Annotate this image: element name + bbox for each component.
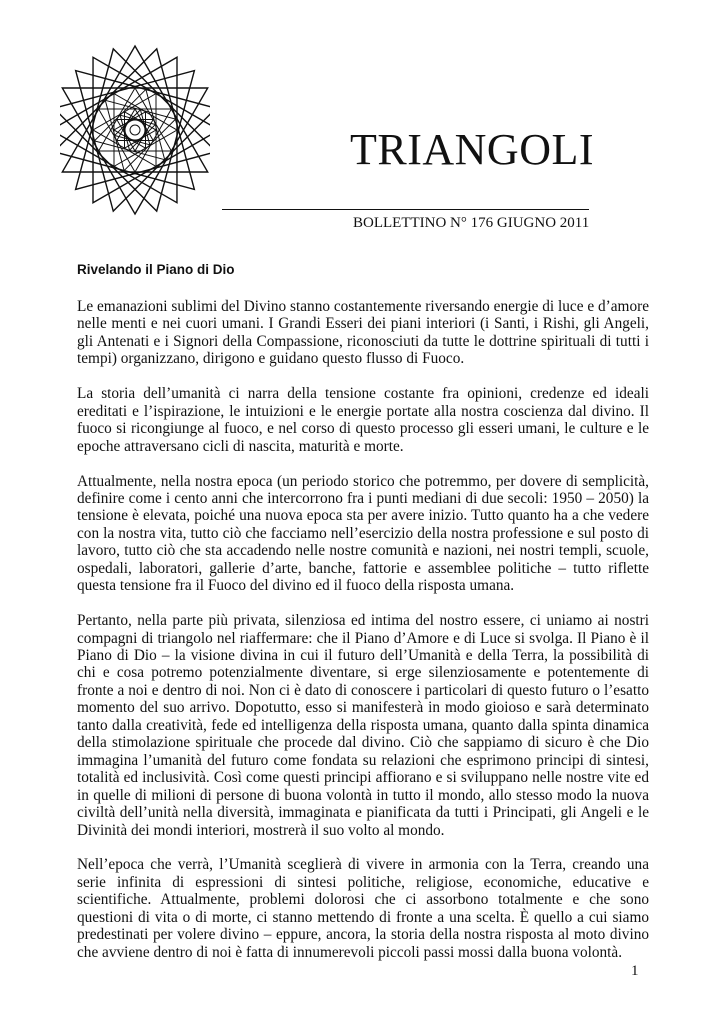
article-paragraph: La storia dell’umanità ci narra della tensione costante fra opinioni, credenze ed ideali ereditati e l’ispirazione, le intuizioni e le energie portate alla nostra coscienza dal divino. Il fuoco si ricongiunge al fuoco, e nel corso di questo processo gli esseri umani, le culture e le epoche attraversano cicli di nascita, maturità e morte.: [77, 385, 649, 455]
page-number: 1: [631, 963, 639, 979]
star-triangles-logo: [60, 44, 210, 216]
article-paragraph: Pertanto, nella parte più privata, silenziosa ed intima del nostro essere, ci uniamo ai nostri compagni di triangolo nel riaffermare: che il Piano d’Amore e di Luce si svolga. Il Piano è il Piano di Dio – la visione divina in cui il futuro dell’Umanità e della Terra, la possibilità di chi e cosa potremo potenzialmente diventare, si erge silenziosamente e potentemente di fronte a noi e dentro di noi. Non ci è dato di conoscere i particolari di questo futuro o l’esatto momento del suo arrivo. Dopotutto, esso si manifesterà in modo gioioso e sarà determinato tanto dalla creatività, fede ed intelligenza della risposta umana, quanto dalla spinta dinamica della stimolazione spirituale che procede dal divino. Ciò che sappiamo di sicuro è che Dio immagina l’umanità del futuro come fondata su relazioni che esprimono principi di sintesi, totalità ed inclusività. Così come questi principi affiorano e si sviluppano nelle nostre vite ed in quelle di milioni di persone di buona volontà in tutto il mondo, allo stesso modo la nuova civiltà dell’unità nella diversità, immaginata e pianificata da tutti i Principati, gli Angeli e le Divinità dei mondi interiori, mostrerà il suo volto al mondo.: [77, 612, 649, 839]
article-paragraph: Le emanazioni sublimi del Divino stanno costantemente riversando energie di luce e d’amore nelle menti e nei cuori umani. I Grandi Esseri dei piani interiori (i Santi, i Rishi, gli Angeli, gli Antenati e i Signori della Compassione, riconosciuti da tutte le dottrine spirituali di tutti i tempi) organizzano, dirigono e guidano questo flusso di Fuoco.: [77, 298, 649, 368]
title-divider: [222, 209, 589, 210]
article-paragraph: Nell’epoca che verrà, l’Umanità sceglierà di vivere in armonia con la Terra, creando una serie infinita di espressioni di sintesi politiche, religiose, economiche, educative e scientifiche. Attualmente, problemi dolorosi che ci assorbono totalmente e che sono questioni di vita o di morte, ci stanno mettendo di fronte a una scelta. È quello a cui siamo predestinati per volere divino – eppure, ancora, la storia della nostra risposta al moto divino che avviene dentro di noi è fatta di innumerevoli piccoli passi mossi dalla buona volontà.: [77, 856, 649, 961]
article-heading: Rivelando il Piano di Dio: [77, 262, 235, 277]
newsletter-title: TRIANGOLI: [350, 125, 595, 174]
article-paragraph: Attualmente, nella nostra epoca (un periodo storico che potremmo, per dovere di semplicità, definire come i cento anni che intercorrono fra i punti mediani di due secoli: 1950 – 2050) la tensione è elevata, poiché una nuova epoca sta per avere inizio. Tutto quanto ha a che vedere con la nostra vita, tutto ciò che facciamo nell’esercizio della nostra professione e sul posto di lavoro, tutto ciò che sta accadendo nelle nostre comunità e nazioni, nei nostri templi, scuole, ospedali, laboratori, gallerie d’arte, banche, fattorie e assemblee politiche – tutto riflette questa tensione fra il Fuoco del divino ed il fuoco della risposta umana.: [77, 472, 649, 595]
article-body: [77, 298, 649, 979]
bulletin-issue-line: BOLLETTINO N° 176 GIUGNO 2011: [353, 215, 590, 231]
